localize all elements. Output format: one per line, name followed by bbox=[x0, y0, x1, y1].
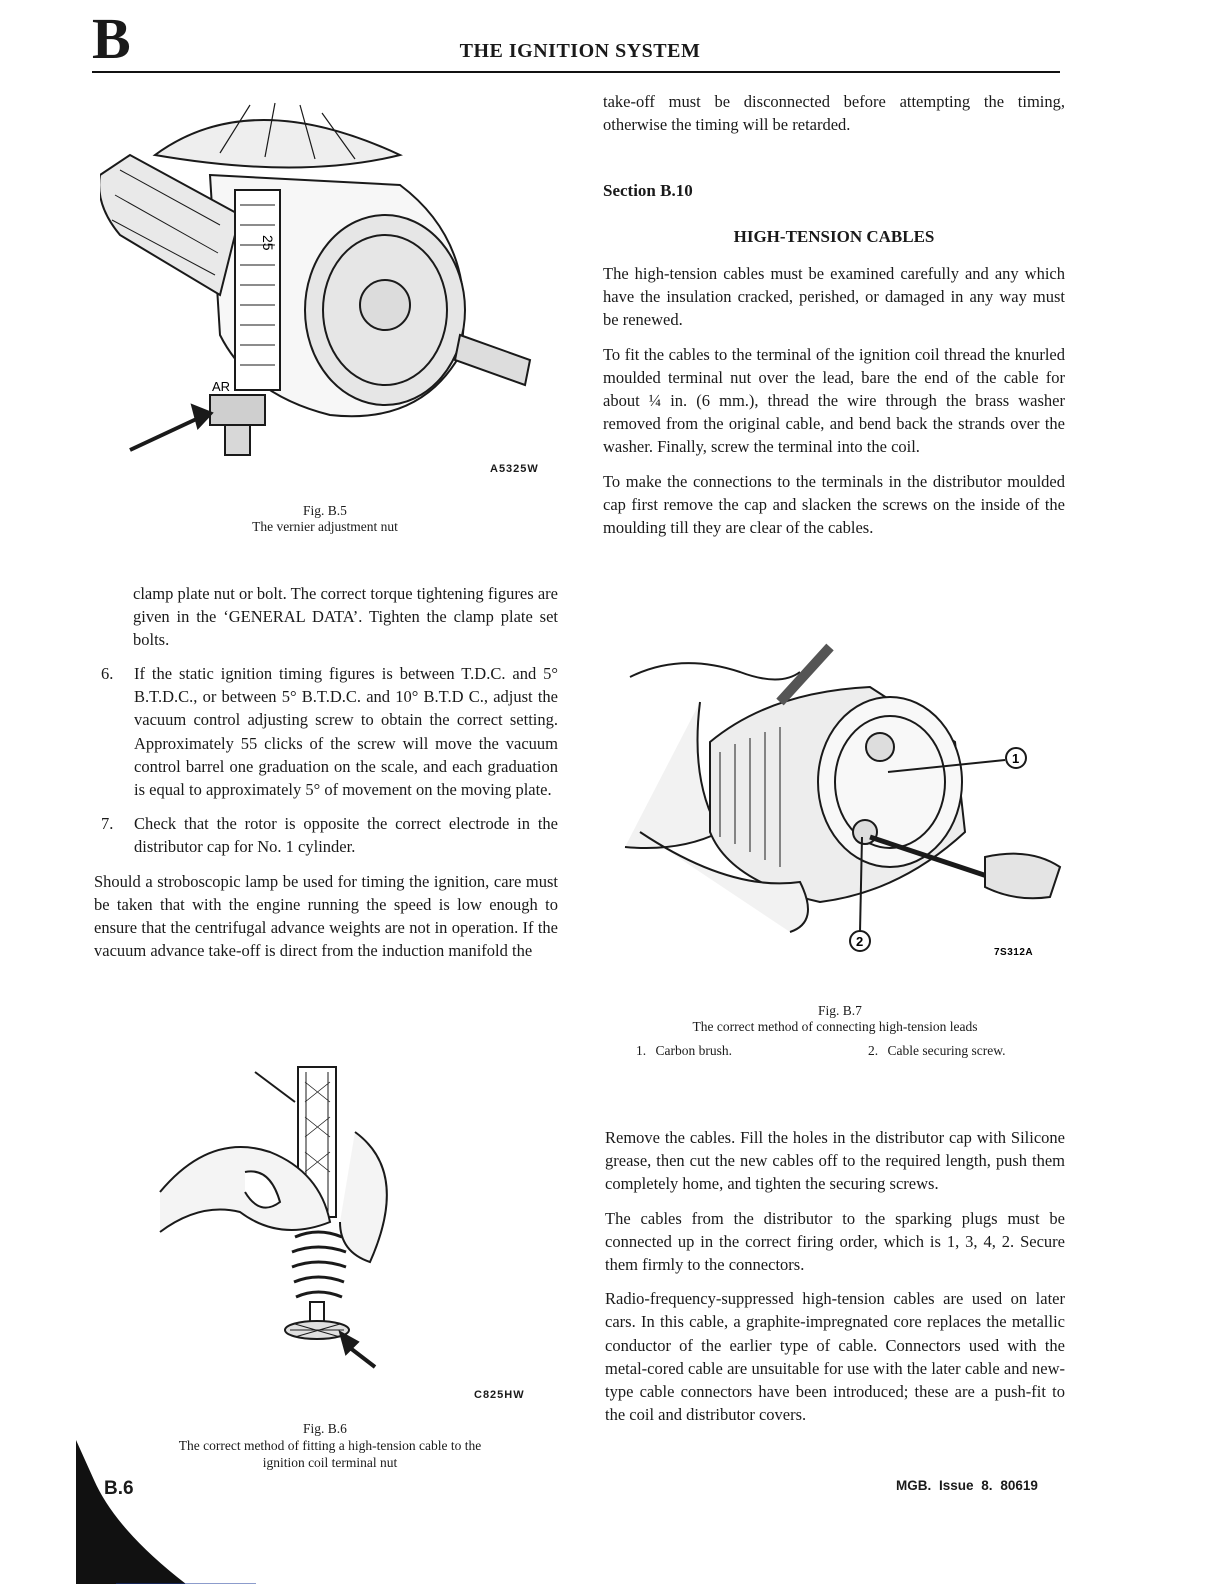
legend-number: 1. bbox=[636, 1043, 647, 1058]
scale-marking: 25 bbox=[260, 235, 276, 251]
callout-2: 2 bbox=[856, 934, 864, 949]
section-label: Section B.10 bbox=[603, 181, 693, 200]
section-letter: B bbox=[92, 6, 131, 71]
paragraph: To fit the cables to the terminal of the ignition coil thread the knurled moulded terminal nut over the lead, bare the end of the cable for about ¼ in. (6 mm.), thread the wire through the brass washer removed from the original cable, and bend back the strands over the washer. Finally, screw the terminal into the coil. bbox=[603, 344, 1065, 457]
section-body bbox=[603, 262, 1065, 550]
figure-b6-caption-line1: The correct method of fitting a high-tension cable to the bbox=[178, 1438, 482, 1453]
figure-b7-caption: The correct method of connecting high-tension leads bbox=[692, 1019, 978, 1034]
left-column-intro: clamp plate nut or bolt. The correct torque tightening figures are given in the ‘GENERAL DATA’. Tighten the clamp plate set bolts. bbox=[133, 584, 558, 650]
paragraph: The high-tension cables must be examined carefully and any which have the insulation cracked, perished, or damaged in any way must be renewed. bbox=[603, 264, 1065, 330]
part-number: 80619 bbox=[1000, 1478, 1038, 1493]
list-item bbox=[94, 812, 558, 858]
figure-b6-label: Fig. B.6 bbox=[303, 1421, 347, 1436]
paragraph: To make the connections to the terminals in the distributor moulded cap first remove the cap and slacken the screws on the inside of the moulding till they are clear of the cables. bbox=[603, 471, 1065, 538]
figure-b6-code: C825HW bbox=[474, 1389, 525, 1401]
publication-info bbox=[896, 1478, 1038, 1493]
figure-b7-code: 7S312A bbox=[994, 947, 1034, 958]
legend-item-2 bbox=[868, 1043, 1005, 1059]
continued-paragraph: take-off must be disconnected before attempting the timing, otherwise the timing will be retarded. bbox=[603, 92, 1065, 135]
step-number: 6. bbox=[101, 664, 114, 683]
list-item bbox=[94, 662, 558, 801]
running-title: THE IGNITION SYSTEM bbox=[459, 40, 701, 62]
figure-b5-code: A5325W bbox=[490, 463, 539, 475]
header-rule bbox=[92, 71, 1060, 73]
figure-b7-illustration bbox=[620, 632, 1070, 962]
legend-text: Cable securing screw. bbox=[887, 1043, 1006, 1058]
right-column-top bbox=[603, 90, 1065, 147]
page-number: B.6 bbox=[104, 1478, 134, 1499]
step-text: If the static ignition timing figures is between T.D.C. and 5° B.T.D.C., or between 5° B.T.D.C. and 10° B.T.D C., adjust the vacuum control adjusting screw to obtain the correct setting. Approximately 55 clicks of the screw will move the vacuum control barrel one graduation on the scale, and each graduation is equal to approximately 5° of movement on the moving plate. bbox=[134, 664, 558, 800]
procedure-list bbox=[94, 662, 558, 973]
closing-paragraph: Should a stroboscopic lamp be used for timing the ignition, care must be taken that with the engine running the speed is low enough to ensure that the centrifugal advance weights are not in operation. If the vacuum advance take-off is direct from the induction manifold the bbox=[94, 871, 558, 961]
issue-number: Issue 8. bbox=[939, 1478, 993, 1493]
step-text: Check that the rotor is opposite the correct electrode in the distributor cap for No. 1 cylinder. bbox=[134, 814, 558, 857]
figure-b6-illustration bbox=[120, 1062, 540, 1382]
step-number: 7. bbox=[101, 814, 114, 834]
publication-name: MGB. bbox=[896, 1478, 932, 1493]
figure-b5-caption: The vernier adjustment nut bbox=[252, 519, 398, 534]
paragraph: The cables from the distributor to the sparking plugs must be connected up in the correct firing order, which is 1, 3, 4, 2. Secure them firmly to the connectors. bbox=[605, 1208, 1065, 1275]
legend-number: 2. bbox=[868, 1043, 879, 1058]
legend-item-1 bbox=[636, 1043, 732, 1059]
figure-b7-label: Fig. B.7 bbox=[818, 1003, 862, 1018]
scan-shadow bbox=[76, 1440, 256, 1584]
paragraph: Remove the cables. Fill the holes in the distributor cap with Silicone grease, then cut the new cables off to the required length, push them completely home, and tighten the securing screws. bbox=[605, 1128, 1065, 1194]
right-column-bottom bbox=[605, 1126, 1065, 1437]
figure-b6-caption-line2: ignition coil terminal nut bbox=[262, 1455, 398, 1470]
figure-b5-illustration bbox=[100, 95, 560, 475]
figure-b5-label: Fig. B.5 bbox=[303, 503, 347, 518]
callout-1: 1 bbox=[1012, 751, 1020, 766]
legend-text: Carbon brush. bbox=[655, 1043, 732, 1058]
advance-retard-marking: AR bbox=[212, 379, 231, 394]
paragraph: Radio-frequency-suppressed high-tension cables are used on later cars. In this cable, a graphite-impregnated core replaces the metallic conductor of the earlier type of cable. Connectors used with the metal-cored cable are unsuitable for use with the later cable and new-type cable connectors have been introduced; these are a push-fit to the coil and distributor covers. bbox=[605, 1289, 1065, 1425]
section-title: HIGH-TENSION CABLES bbox=[733, 227, 935, 246]
